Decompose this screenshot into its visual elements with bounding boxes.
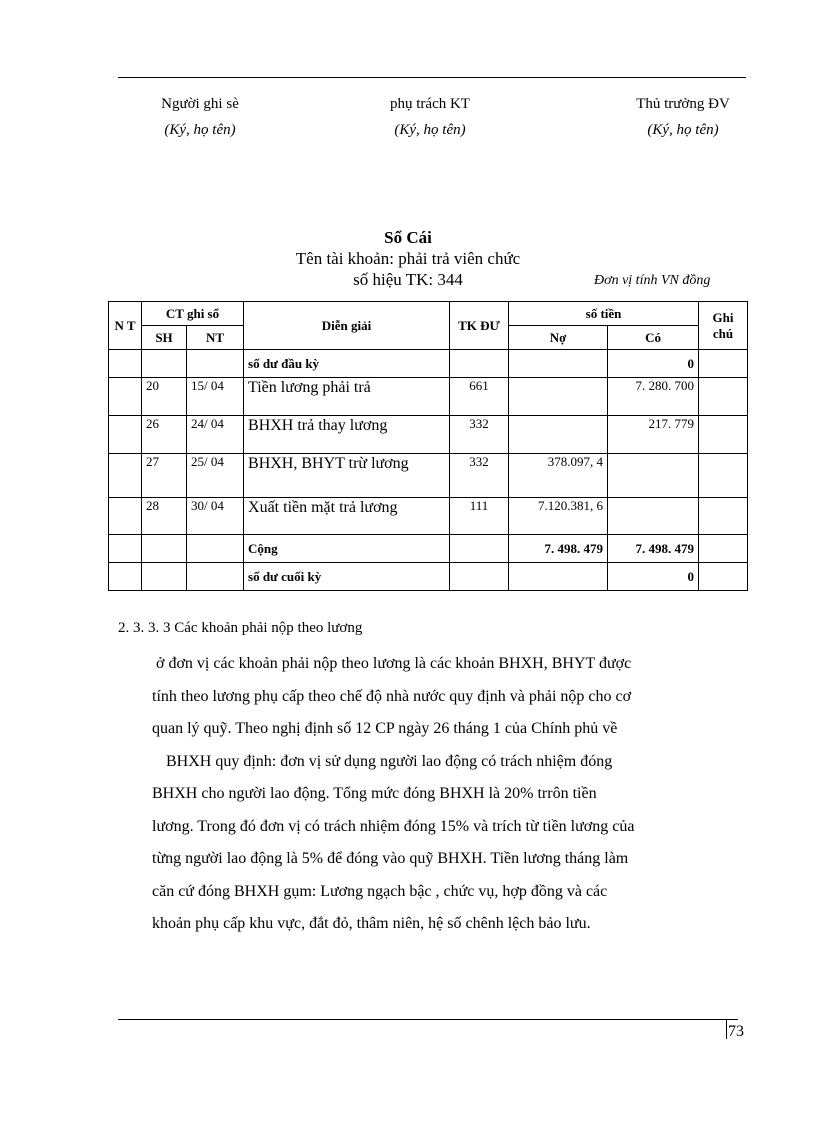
row-sh: 27 <box>142 454 187 498</box>
signature-head <box>618 96 748 139</box>
closing-balance-value: 0 <box>608 563 699 591</box>
row-description: Xuất tiền mặt trả lương <box>244 498 450 535</box>
paragraph-line: từng người lao động là 5% để đóng vào quỹ BHXH. Tiền lương tháng làm <box>152 850 629 867</box>
opening-balance-row <box>109 350 748 378</box>
total-credit: 7. 498. 479 <box>608 535 699 563</box>
section-heading: 2. 3. 3. 3 Các khoản phải nộp theo lương <box>118 620 363 636</box>
header-so-tien: số tiền <box>509 302 699 326</box>
paragraph-line: tính theo lương phụ cấp theo chế độ nhà nước quy định và phải nộp cho cơ <box>152 687 632 705</box>
signature-role: Người ghi sè <box>161 96 239 112</box>
account-number: số hiệu TK: 344 <box>353 270 463 289</box>
currency-unit: Đơn vị tính VN đồng <box>594 273 711 288</box>
closing-balance-label: số dư cuối kỳ <box>244 563 450 591</box>
row-credit: 7. 280. 700 <box>608 378 699 416</box>
row-sh: 28 <box>142 498 187 535</box>
row-debit: 7.120.381, 6 <box>509 498 608 535</box>
row-description: BHXH trả thay lương <box>244 416 450 454</box>
row-tk: 111 <box>450 498 509 535</box>
total-debit: 7. 498. 479 <box>509 535 608 563</box>
row-description: BHXH, BHYT trừ lương <box>244 454 450 498</box>
header-ct-ghi-so: CT ghi sổ <box>142 302 244 326</box>
paragraph-line: lương. Trong đó đơn vị có trách nhiệm đóng 15% và trích từ tiền lương của <box>152 817 635 835</box>
header-nt: N T <box>109 302 142 350</box>
closing-balance-row <box>109 563 748 591</box>
row-tk: 332 <box>450 454 509 498</box>
header-row <box>109 302 748 326</box>
row-nt: 30/ 04 <box>187 498 244 535</box>
table-row <box>109 454 748 498</box>
signature-recorder <box>150 96 250 139</box>
header-tk-du: TK ĐƯ <box>450 302 509 350</box>
row-nt: 25/ 04 <box>187 454 244 498</box>
total-row <box>109 535 748 563</box>
total-label: Cộng <box>244 535 450 563</box>
row-credit <box>608 498 699 535</box>
header-nt2: NT <box>187 326 244 350</box>
row-tk: 661 <box>450 378 509 416</box>
row-debit: 378.097, 4 <box>509 454 608 498</box>
paragraph-line: khoản phụ cấp khu vực, đắt đỏ, thâm niên, hệ số chênh lệch bảo lưu. <box>152 915 591 932</box>
header-co: Có <box>608 326 699 350</box>
ledger-table <box>108 301 748 591</box>
paragraph-line: BHXH quy định: đơn vị sử dụng người lao động có trách nhiệm đóng <box>166 752 613 770</box>
ledger-title: Sổ Cái <box>384 228 432 247</box>
table-row <box>109 378 748 416</box>
paragraph-line: căn cứ đóng BHXH gụm: Lương ngạch bậc , chức vụ, hợp đồng và các <box>152 882 608 900</box>
top-rule <box>118 77 746 78</box>
header-ghi-chu: Ghi chú <box>699 302 748 350</box>
signature-note: (Ký, họ tên) <box>394 122 466 138</box>
signature-role: Thủ trưởng ĐV <box>636 96 730 112</box>
header-dien-giai: Diễn giải <box>244 302 450 350</box>
signature-note: (Ký, họ tên) <box>647 122 719 138</box>
row-description: Tiền lương phải trả <box>244 378 450 416</box>
paragraph-line: quan lý quỹ. Theo nghị định số 12 CP ngày 26 tháng 1 của Chính phủ về <box>152 720 618 737</box>
opening-balance-value: 0 <box>608 350 699 378</box>
row-credit: 217. 779 <box>608 416 699 454</box>
paragraph-line: BHXH cho người lao động. Tổng mức đóng BHXH là 20% trrôn tiền <box>152 785 597 802</box>
paragraph-line: ở đơn vị các khoản phải nộp theo lương là các khoản BHXH, BHYT được <box>156 655 632 672</box>
signature-note: (Ký, họ tên) <box>164 122 236 138</box>
account-name: Tên tài khoản: phải trả viên chức <box>295 249 521 268</box>
opening-balance-label: số dư đầu kỳ <box>244 350 450 378</box>
body-paragraph <box>152 648 752 941</box>
header-no: Nợ <box>509 326 608 350</box>
bottom-rule <box>118 1019 738 1020</box>
header-sh: SH <box>142 326 187 350</box>
signature-role: phụ trách KT <box>390 96 470 112</box>
table-row <box>109 498 748 535</box>
row-debit <box>509 416 608 454</box>
row-nt: 15/ 04 <box>187 378 244 416</box>
row-nt: 24/ 04 <box>187 416 244 454</box>
page-number: 73 <box>728 1023 744 1040</box>
row-sh: 26 <box>142 416 187 454</box>
row-credit <box>608 454 699 498</box>
row-tk: 332 <box>450 416 509 454</box>
signature-accountant <box>370 96 490 139</box>
table-row <box>109 416 748 454</box>
row-debit <box>509 378 608 416</box>
row-sh: 20 <box>142 378 187 416</box>
